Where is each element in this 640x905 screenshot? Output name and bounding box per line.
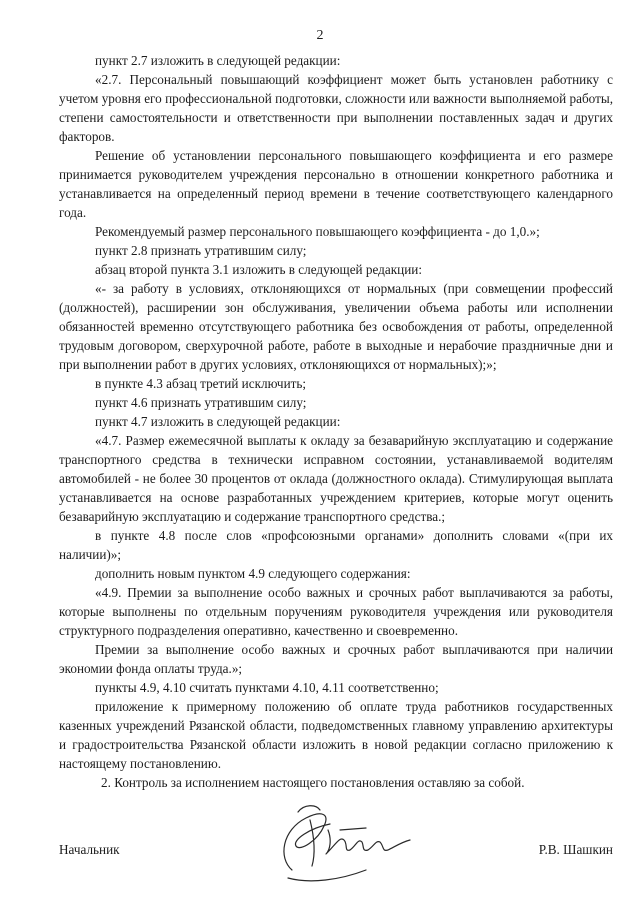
handwritten-signature [270, 800, 430, 888]
paragraph: в пункте 4.3 абзац третий исключить; [95, 376, 307, 391]
paragraph: пункты 4.9, 4.10 считать пунктами 4.10, 4.11 соответственно; [95, 680, 439, 695]
paragraph: в пункте 4.8 после слов «профсоюзными органами» дополнить словами «(при их наличии)»; [59, 528, 613, 562]
paragraph: «2.7. Персональный повышающий коэффициент может быть установлен работнику с учетом уровня его профессиональной подготовки, сложности или важности выполняемой работы, степени самостоятельности и ответственности при выполнении поставленных задач и других факторов. [59, 72, 613, 144]
paragraph: Рекомендуемый размер персонального повышающего коэффициента - до 1,0.»; [95, 224, 540, 239]
paragraph: «4.7. Размер ежемесячной выплаты к окладу за безаварийную эксплуатацию и содержание транспортного средства в технически исправном состоянии, устанавливаемой водителям автомобилей - не более 30 процентов от оклада (должностного оклада). Стимулирующая выплата устанавливается на основе разработанных учреждением критериев, которые могут оценить безаварийную эксплуатацию и содержание транспортного средства.; [59, 433, 613, 524]
page-number: 2 [316, 28, 324, 43]
paragraph: пункт 2.8 признать утратившим силу; [95, 243, 307, 258]
paragraph: пункт 2.7 изложить в следующей редакции: [95, 53, 341, 68]
paragraph: Премии за выполнение особо важных и срочных работ выплачиваются при наличии экономии фонда оплаты труда.»; [59, 642, 613, 676]
paragraph: Решение об установлении персонального повышающего коэффициента и его размере принимается руководителем учреждения персонально в отношении конкретного работника и устанавливается на определенный период времени в течение соответствующего календарного года. [59, 148, 613, 220]
paragraph: «4.9. Премии за выполнение особо важных и срочных работ выплачиваются за работы, которые выполнены по отдельным поручениям руководителя учреждения или руководителя структурного подразделения оперативно, качественно и своевременно. [59, 585, 613, 638]
control-clause: 2. Контроль за исполнением настоящего постановления оставляю за собой. [101, 775, 525, 790]
signatory-position: Начальник [59, 842, 120, 857]
signatory-name: Р.В. Шашкин [538, 842, 613, 857]
paragraph: дополнить новым пунктом 4.9 следующего содержания: [95, 566, 411, 581]
paragraph: пункт 4.7 изложить в следующей редакции: [95, 414, 341, 429]
paragraph: приложение к примерному положению об оплате труда работников государственных казенных учреждений Рязанской области, подведомственных главному управлению архитектуры и градостроительства Рязанской области изложить в новой редакции согласно приложению к настоящему постановлению. [59, 699, 613, 771]
document-body [59, 51, 613, 792]
paragraph: «- за работу в условиях, отклоняющихся от нормальных (при совмещении профессий (должностей), расширении зон обслуживания, увеличении объема работы или исполнении обязанностей временно отсутствующего работника без освобождения от работы, определенной трудовым договором, сверхурочной работе, работе в выходные и нерабочие праздничные дни и при выполнении работ в других условиях, отклоняющихся от нормальных);»; [59, 281, 613, 372]
paragraph: абзац второй пункта 3.1 изложить в следующей редакции: [95, 262, 422, 277]
paragraph: пункт 4.6 признать утратившим силу; [95, 395, 307, 410]
